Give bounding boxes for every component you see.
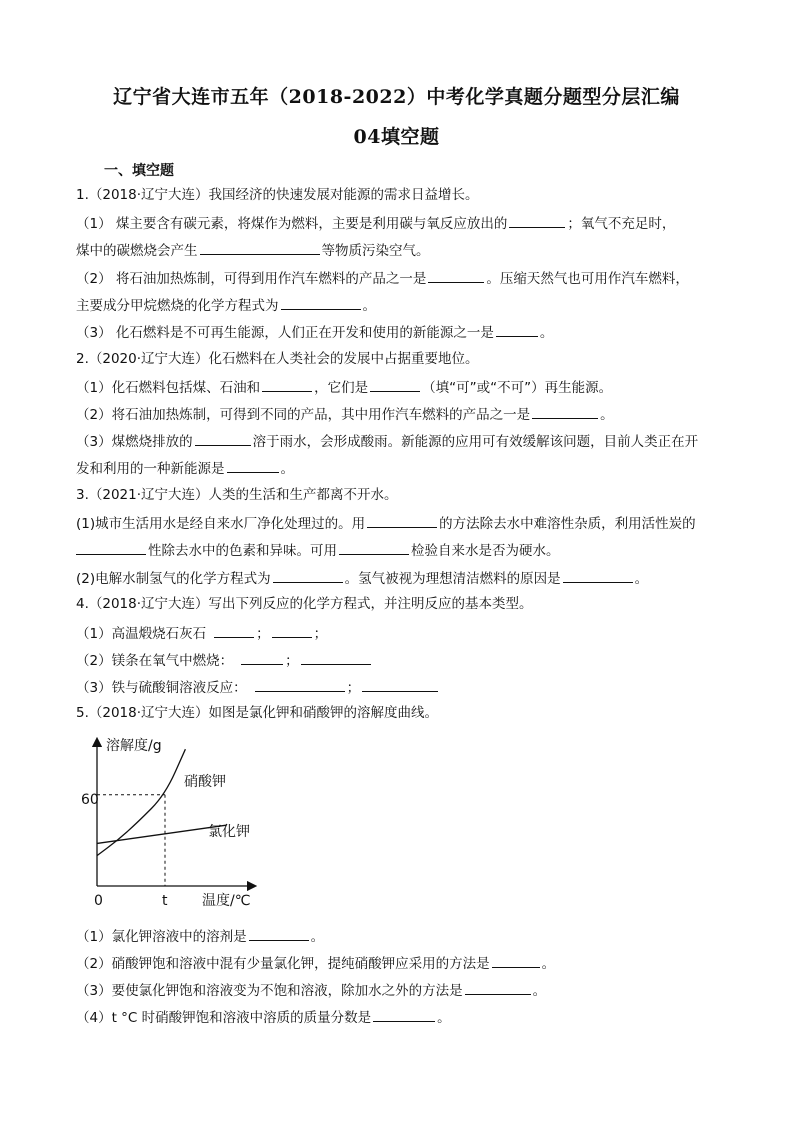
- q2-blank-5[interactable]: [227, 458, 279, 473]
- q5-part4: （4）t °C 时硝酸钾饱和溶液中溶质的质量分数是 。: [76, 1007, 451, 1027]
- document-subtitle: 04填空题: [353, 126, 440, 148]
- q1-blank-4[interactable]: [281, 295, 361, 310]
- q1-part3: （3） 化石燃料是不可再生能源，人们正在开发和使用的新能源之一是 。: [76, 322, 553, 342]
- q5-stem: 5.（2018·辽宁大连）如图是氯化钾和硝酸钾的溶解度曲线。: [76, 705, 439, 721]
- q4-part2: （2）镁条在氧气中燃烧： ；: [76, 650, 373, 670]
- q5-blank-4[interactable]: [373, 1007, 435, 1022]
- series-line-kcl: [97, 825, 226, 843]
- q5-blank-2[interactable]: [492, 953, 540, 968]
- q3-blank-5[interactable]: [563, 568, 633, 583]
- q4-blank-1[interactable]: [214, 623, 254, 638]
- q1-part1-line1: （1） 煤主要含有碳元素，将煤作为燃料，主要是利用碳与氧反应放出的 ；氧气不充足时，: [76, 213, 675, 233]
- q2-part1: （1）化石燃料包括煤、石油和 ，它们是 （填“可”或“不可”）再生能源。: [76, 377, 612, 397]
- y-axis-label: 溶解度/g: [106, 738, 162, 754]
- q3-part1-line2: 性除去水中的色素和异味。可用 检验自来水是否为硬水。: [76, 540, 560, 560]
- q3-part2: (2)电解水制氢气的化学方程式为 。氢气被视为理想清洁燃料的原因是 。: [76, 568, 648, 588]
- series-label-kcl: 氯化钾: [208, 824, 250, 840]
- series-line-kno3: [97, 749, 185, 855]
- q4-blank-5[interactable]: [255, 677, 345, 692]
- q1-blank-2[interactable]: [200, 240, 320, 255]
- q1-part1-line2: 煤中的碳燃烧会产生 等物质污染空气。: [76, 240, 430, 260]
- q3-blank-3[interactable]: [339, 540, 409, 555]
- section-heading: 一、填空题: [104, 163, 174, 179]
- q5-part3: （3）要使氯化钾饱和溶液变为不饱和溶液，除加水之外的方法是 。: [76, 980, 546, 1000]
- q5-part1: （1）氯化钾溶液中的溶剂是 。: [76, 926, 324, 946]
- q4-part3: （3）铁与硫酸铜溶液反应： ；: [76, 677, 440, 697]
- document-title: 辽宁省大连市五年（2018-2022）中考化学真题分题型分层汇编: [113, 86, 680, 108]
- q1-part2-line1: （2） 将石油加热炼制，可得到用作汽车燃料的产品之一是 。压缩天然气也可用作汽车燃料，: [76, 268, 689, 288]
- q1-part2-line2: 主要成分甲烷燃烧的化学方程式为 。: [76, 295, 376, 315]
- q1-blank-5[interactable]: [496, 322, 538, 337]
- q1-blank-1[interactable]: [509, 213, 565, 228]
- solubility-chart: [80, 734, 280, 914]
- q4-blank-3[interactable]: [241, 650, 283, 665]
- q2-part3-line2: 发和利用的一种新能源是 。: [76, 458, 294, 478]
- q2-blank-3[interactable]: [532, 404, 598, 419]
- q2-blank-2[interactable]: [370, 377, 420, 392]
- q3-blank-2[interactable]: [76, 540, 146, 555]
- q4-stem: 4.（2018·辽宁大连）写出下列反应的化学方程式，并注明反应的基本类型。: [76, 596, 533, 612]
- q4-blank-6[interactable]: [362, 677, 438, 692]
- q2-part3-line1: （3）煤燃烧排放的 溶于雨水，会形成酸雨。新能源的应用可有效缓解该问题，目前人类正在开: [76, 431, 698, 451]
- q3-stem: 3.（2021·辽宁大连）人类的生活和生产都离不开水。: [76, 487, 398, 503]
- q5-blank-3[interactable]: [465, 980, 531, 995]
- q3-blank-1[interactable]: [367, 513, 437, 528]
- q4-blank-4[interactable]: [301, 650, 371, 665]
- q2-blank-4[interactable]: [195, 431, 251, 446]
- q2-stem: 2.（2020·辽宁大连）化石燃料在人类社会的发展中占据重要地位。: [76, 351, 479, 367]
- q1-blank-3[interactable]: [428, 268, 484, 283]
- q5-blank-1[interactable]: [249, 926, 309, 941]
- x-tick-label: t: [162, 893, 168, 909]
- q1-stem: 1.（2018·辽宁大连）我国经济的快速发展对能源的需求日益增长。: [76, 187, 479, 203]
- y-tick-label: 60: [81, 792, 99, 808]
- origin-label: 0: [94, 893, 103, 909]
- q4-blank-2[interactable]: [272, 623, 312, 638]
- series-label-kno3: 硝酸钾: [184, 774, 226, 790]
- q5-part2: （2）硝酸钾饱和溶液中混有少量氯化钾，提纯硝酸钾应采用的方法是 。: [76, 953, 555, 973]
- q2-blank-1[interactable]: [262, 377, 312, 392]
- q4-part1: （1）高温煅烧石灰石 ； ；: [76, 623, 327, 643]
- q3-blank-4[interactable]: [273, 568, 343, 583]
- x-axis-label: 温度/℃: [202, 893, 251, 909]
- q2-part2: （2）将石油加热炼制，可得到不同的产品，其中用作汽车燃料的产品之一是 。: [76, 404, 614, 424]
- q3-part1-line1: (1)城市生活用水是经自来水厂净化处理过的。用 的方法除去水中难溶性杂质，利用活性炭的: [76, 513, 696, 533]
